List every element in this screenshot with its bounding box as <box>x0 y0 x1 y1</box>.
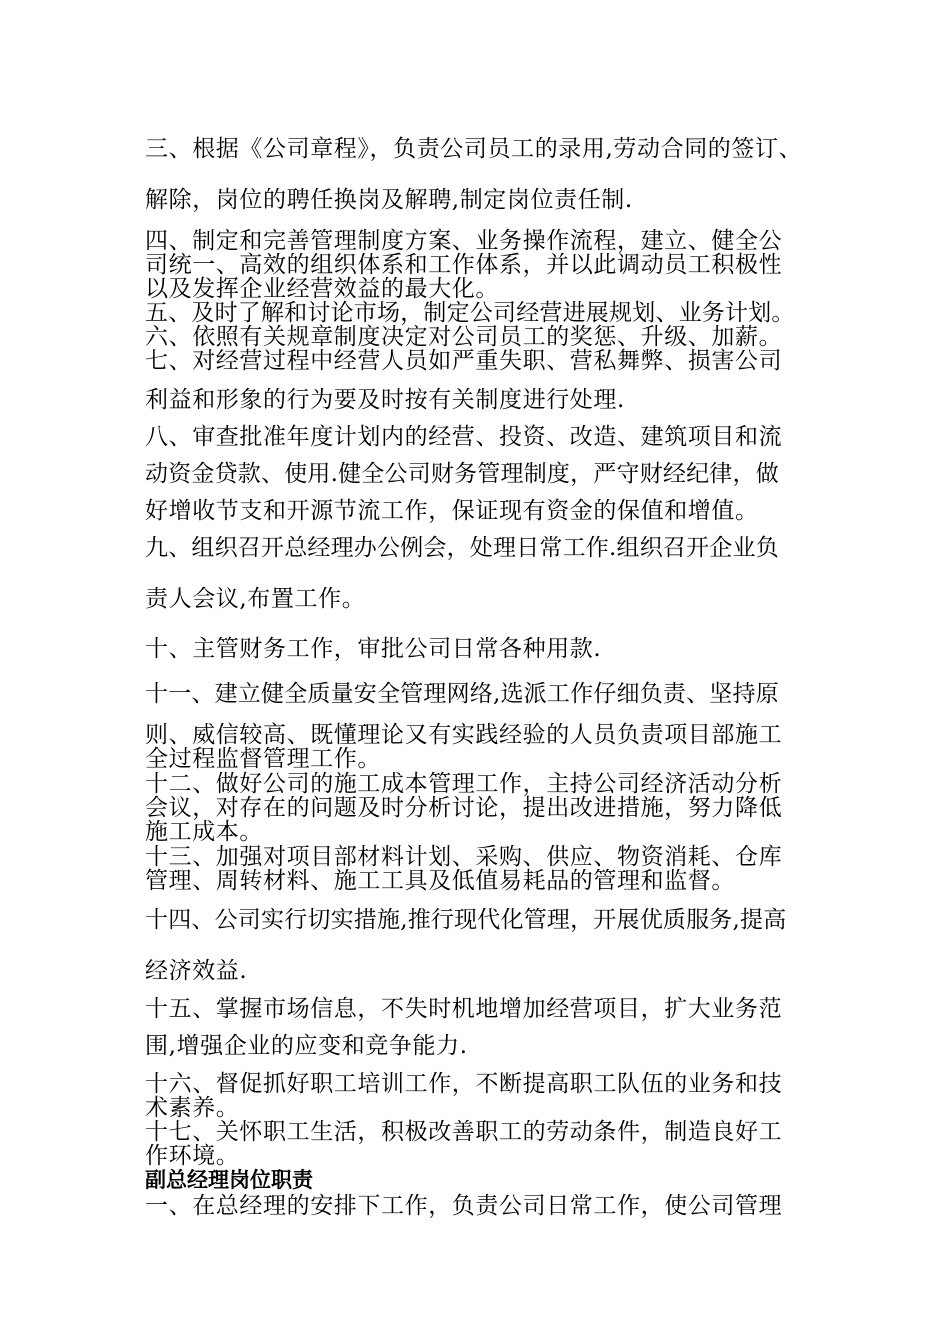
text-line: 解除，岗位的聘任换岗及解聘,制定岗位责任制. <box>145 187 633 213</box>
text-line: 则、威信较高、既懂理论又有实践经验的人员负责项目部施工 <box>145 722 783 748</box>
text-line: 利益和形象的行为要及时按有关制度进行处理. <box>145 387 625 413</box>
text-line: 以及发挥企业经营效益的最大化。 <box>145 276 499 302</box>
text-line: 八、审查批准年度计划内的经营、投资、改造、建筑项目和流 <box>145 424 783 450</box>
text-line: 十四、公司实行切实措施,推行现代化管理，开展优质服务,提高 <box>145 907 787 933</box>
text-line: 十五、掌握市场信息，不失时机地增加经营项目，扩大业务范 <box>145 996 783 1022</box>
section-heading: 副总经理岗位职责 <box>145 1168 313 1192</box>
text-line: 会议，对存在的问题及时分析讨论，提出改进措施，努力降低 <box>145 795 783 821</box>
text-line: 司统一、高效的组织体系和工作体系，并以此调动员工积极性 <box>145 252 783 278</box>
text-line: 术素养。 <box>145 1095 240 1121</box>
text-line: 动资金贷款、使用.健全公司财务管理制度，严守财经纪律，做 <box>145 461 779 487</box>
text-line: 十六、督促抓好职工培训工作，不断提高职工队伍的业务和技 <box>145 1071 783 1097</box>
text-line: 围,增强企业的应变和竞争能力. <box>145 1033 468 1059</box>
text-line: 四、制定和完善管理制度方案、业务操作流程，建立、健全公 <box>145 228 783 254</box>
text-line: 五、及时了解和讨论市场，制定公司经营进展规划、业务计划。 <box>145 300 795 326</box>
text-line: 十七、关怀职工生活，积极改善职工的劳动条件，制造良好工 <box>145 1119 783 1145</box>
text-line: 管理、周转材料、施工工具及低值易耗品的管理和监督。 <box>145 868 735 894</box>
text-line: 七、对经营过程中经营人员如严重失职、营私舞弊、损害公司 <box>145 348 783 374</box>
text-line: 三、根据《公司章程》，负责公司员工的录用,劳动合同的签订、 <box>145 136 803 162</box>
text-line: 作环境。 <box>145 1143 240 1169</box>
text-line: 责人会议,布置工作。 <box>145 586 366 612</box>
text-line: 十一、建立健全质量安全管理网络,选派工作仔细负责、坚持原 <box>145 681 779 707</box>
text-line: 施工成本。 <box>145 819 263 845</box>
text-line: 九、组织召开总经理办公例会，处理日常工作.组织召开企业负 <box>145 535 779 561</box>
text-line: 全过程监督管理工作。 <box>145 746 381 772</box>
text-line: 十、主管财务工作，审批公司日常各种用款. <box>145 636 602 662</box>
text-line: 一、在总经理的安排下工作，负责公司日常工作，使公司管理 <box>145 1193 783 1219</box>
text-line: 好增收节支和开源节流工作，保证现有资金的保值和增值。 <box>145 498 759 524</box>
text-line: 十三、加强对项目部材料计划、采购、供应、物资消耗、仓库 <box>145 844 783 870</box>
text-line: 经济效益. <box>145 958 248 984</box>
text-line: 六、依照有关规章制度决定对公司员工的奖惩、升级、加薪。 <box>145 324 783 350</box>
text-line: 十二、做好公司的施工成本管理工作，主持公司经济活动分析 <box>145 771 783 797</box>
